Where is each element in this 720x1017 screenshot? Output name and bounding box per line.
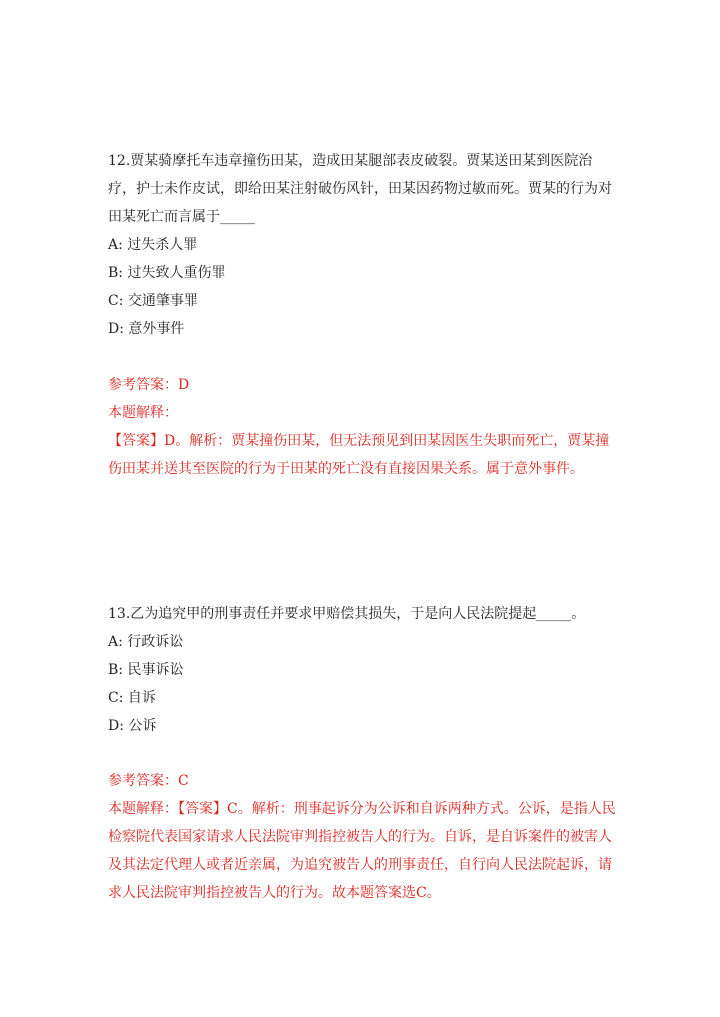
answer-block-12 (108, 371, 618, 483)
option-b: B: 过失致人重伤罪 (108, 265, 226, 281)
option-d: D: 意外事件 (108, 321, 185, 337)
option-d: D: 公诉 (108, 718, 157, 734)
explanation-text: 【答案】D。解析：贾某撞伤田某，但无法预见到田某因医生失职而死亡，贾某撞伤田某并送其至医院的行为于田某的死亡没有直接因果关系。属于意外事件。 (108, 433, 610, 477)
explanation-text: 本题解释：【答案】C。解析：刑事起诉分为公诉和自诉两种方式。公诉，是指人民检察院代表国家请求人民法院审判指控被告人的行为。自诉，是自诉案件的被害人及其法定代理人或者近亲属，为追究被告人的刑事责任，自行向人民法院起诉，请求人民法院审判指控被告人的行为。故本题答案选C。 (108, 801, 616, 901)
option-c: C: 自诉 (108, 690, 156, 706)
explanation-label: 本题解释： (108, 405, 178, 421)
option-list (108, 628, 618, 740)
reference-answer: 参考答案：D (108, 377, 190, 393)
option-c: C: 交通肇事罪 (108, 293, 198, 309)
reference-answer: 参考答案：C (108, 773, 189, 789)
answer-block-13 (108, 767, 618, 907)
question-13 (108, 600, 618, 740)
question-12 (108, 147, 618, 343)
question-stem: 13.乙为追究甲的刑事责任并要求甲赔偿其损失，于是向人民法院提起_____。 (108, 606, 586, 622)
option-b: B: 民事诉讼 (108, 662, 184, 678)
question-stem: 12.贾某骑摩托车违章撞伤田某，造成田某腿部表皮破裂。贾某送田某到医院治疗，护士未作皮试，即给田某注射破伤风针，田某因药物过敏而死。贾某的行为对田某死亡而言属于_____ (108, 153, 612, 225)
option-a: A: 过失杀人罪 (108, 237, 198, 253)
option-a: A: 行政诉讼 (108, 634, 184, 650)
option-list (108, 231, 618, 343)
